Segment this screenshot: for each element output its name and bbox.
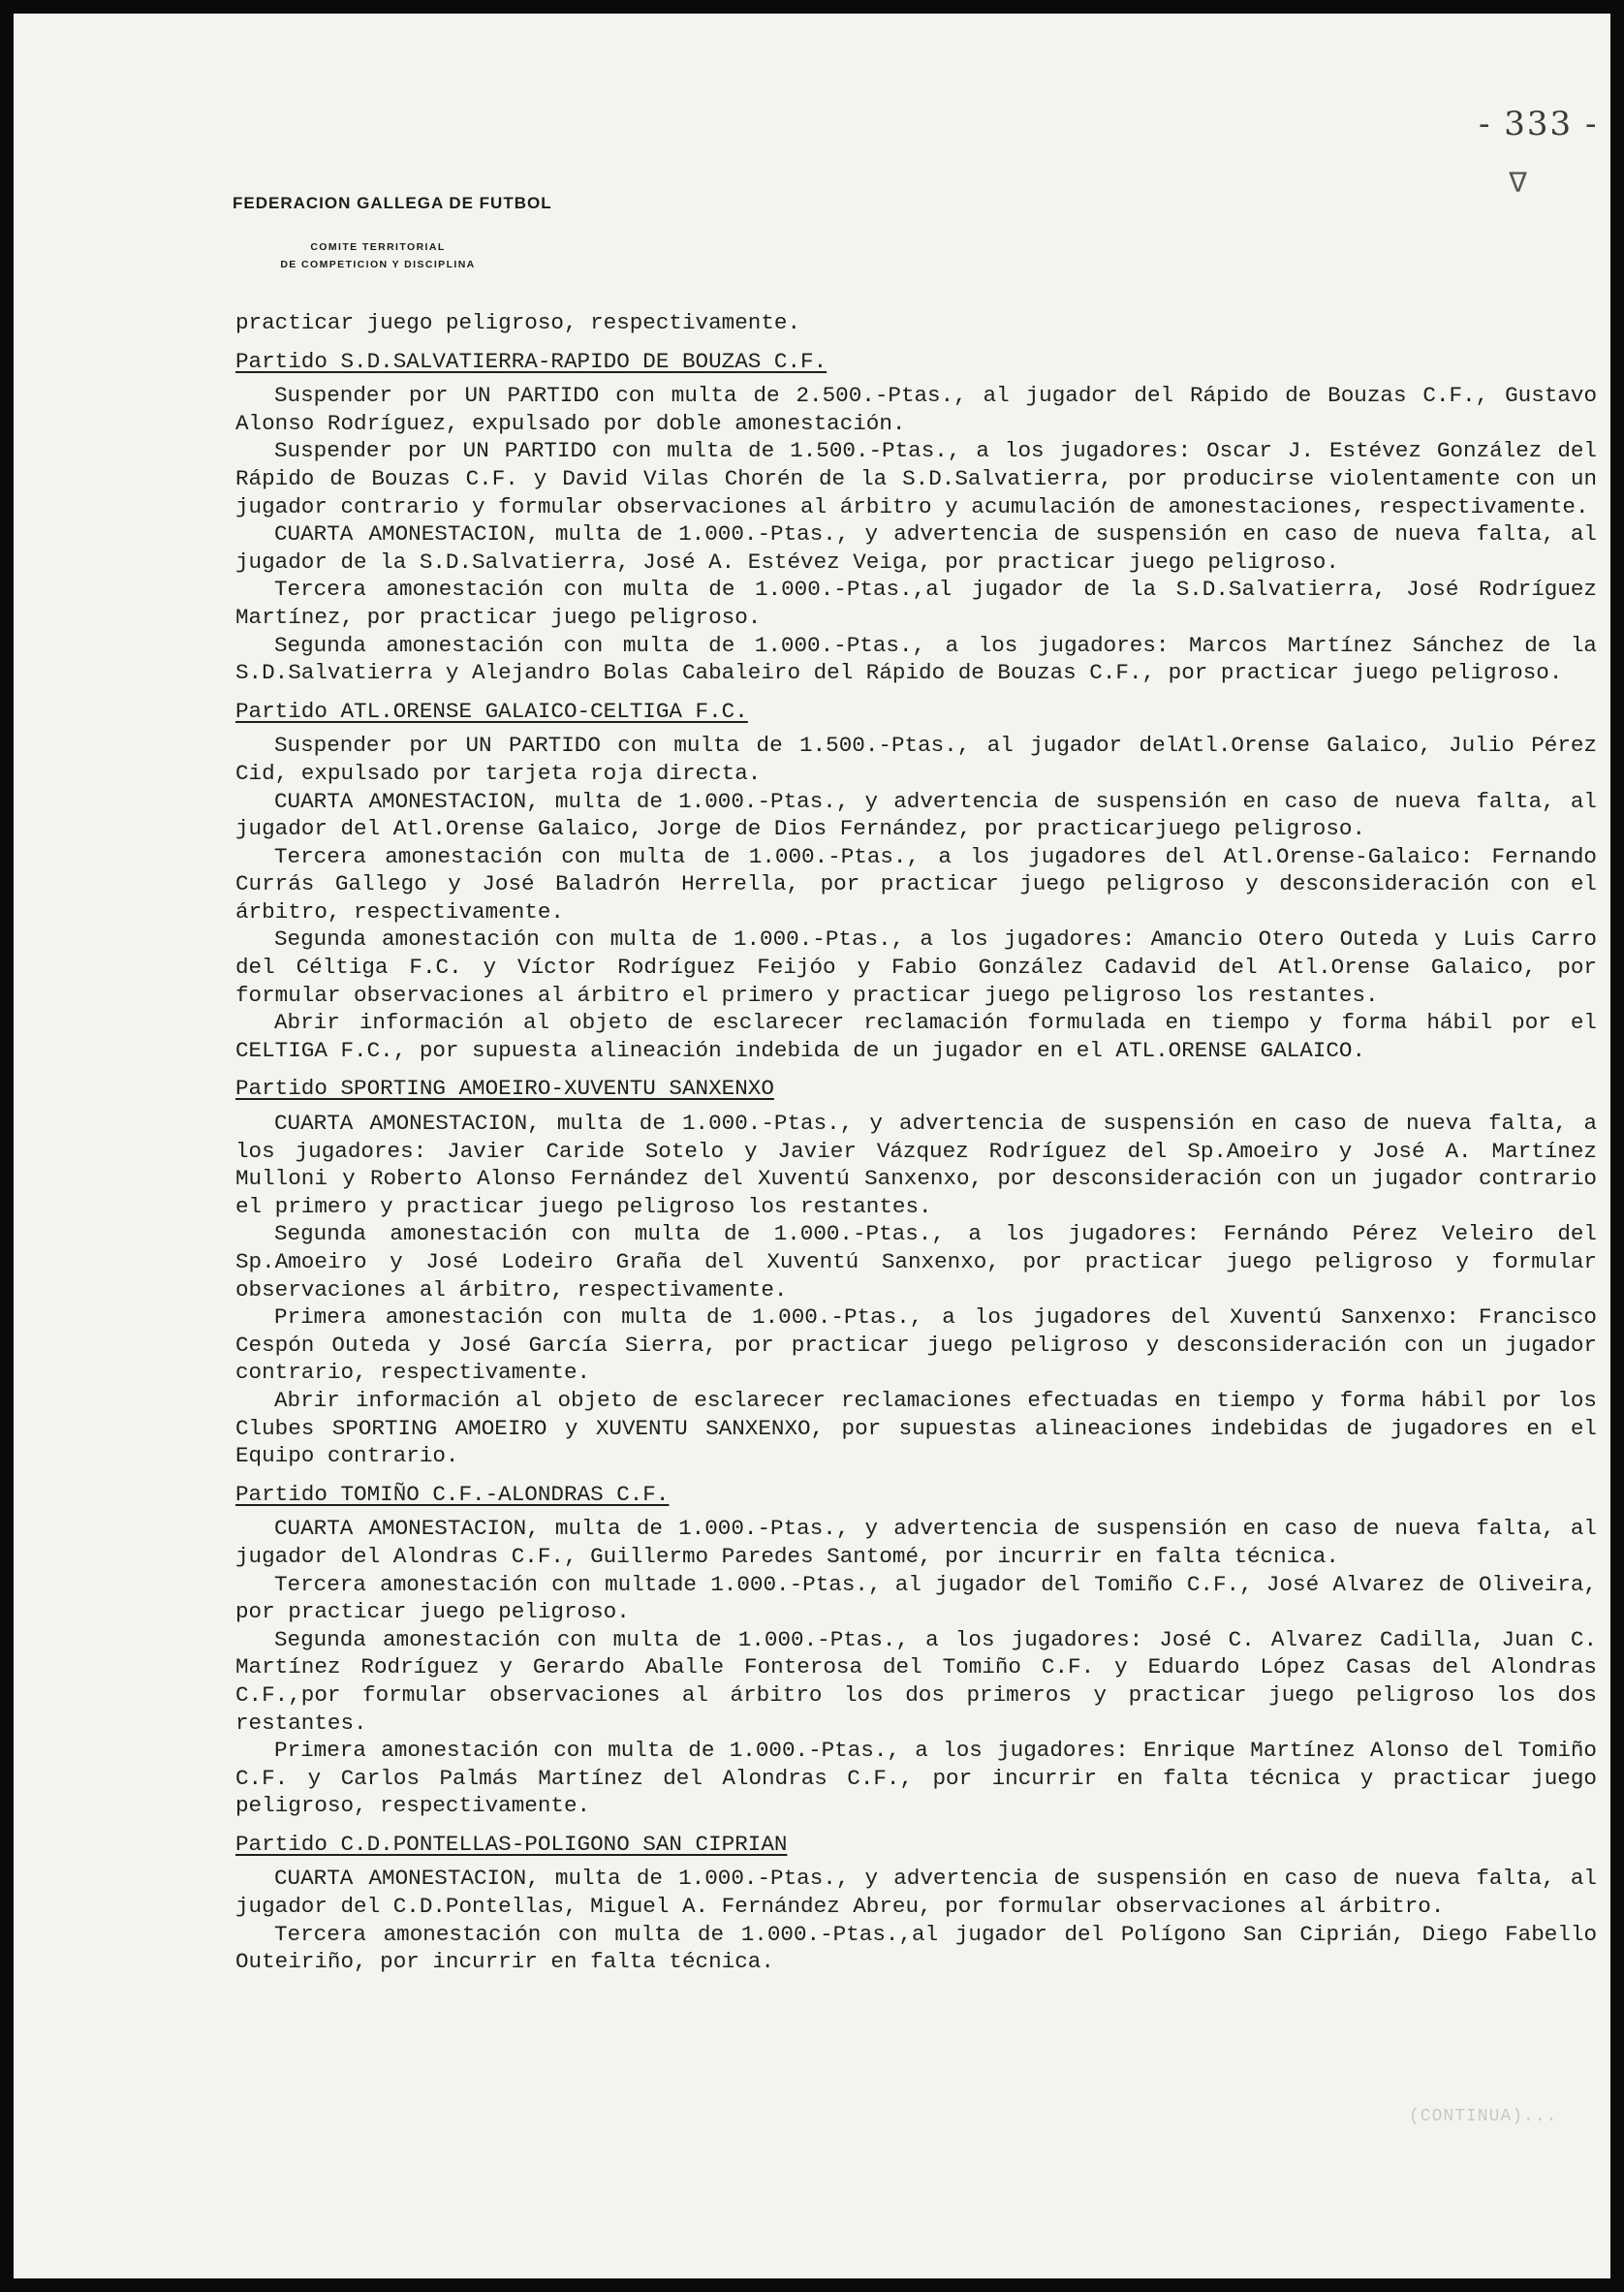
section-title: Partido S.D.SALVATIERRA-RAPIDO DE BOUZAS C.F. — [235, 348, 828, 374]
paragraph: CUARTA AMONESTACION, multa de 1.000.-Ptas., y advertencia de suspensión en caso de nueva falta, al jugador del Atl.Orense Galaico, Jorge de Dios Fernández, por practicarjuego peligroso. — [235, 788, 1597, 842]
paragraph: Tercera amonestación con multa de 1.000.-Ptas.,al jugador de la S.D.Salvatierra, José Rodríguez Martínez, por practicar juego peligroso. — [235, 577, 1597, 630]
letterhead-committee-line1: COMITE TERRITORIAL — [310, 241, 446, 253]
paragraph: CUARTA AMONESTACION, multa de 1.000.-Ptas., y advertencia de suspensión en caso de nueva falta, a los jugadores: Javier Caride Sotelo y Javier Vázquez Rodríguez del Sp.Amoeiro y José A. Martínez Mulloni y Roberto Alonso Fernández del Xuventú Sanxenxo, por desconsideración con un jugador contrario el primero y practicar juego peligroso los restantes. — [235, 1111, 1597, 1219]
paragraph: Segunda amonestación con multa de 1.000.-Ptas., a los jugadores: Fernándo Pérez Veleiro del Sp.Amoeiro y José Lodeiro Graña del Xuventú Sanxenxo, por practicar juego peligroso y formular observaciones al árbitro, respectivamente. — [235, 1221, 1597, 1303]
section-pontellas-ciprian — [235, 1831, 1597, 1976]
section-title: Partido ATL.ORENSE GALAICO-CELTIGA F.C. — [235, 698, 748, 724]
paragraph: CUARTA AMONESTACION, multa de 1.000.-Ptas., y advertencia de suspensión en caso de nueva falta, al jugador del Alondras C.F., Guillermo Paredes Santomé, por incurrir en falta técnica. — [235, 1516, 1597, 1569]
paragraph: CUARTA AMONESTACION, multa de 1.000.-Ptas., y advertencia de suspensión en caso de nueva falta, al jugador de la S.D.Salvatierra, José A. Estévez Veiga, por practicar juego peligroso. — [235, 521, 1597, 575]
paragraph: Abrir información al objeto de esclarecer reclamación formulada en tiempo y forma hábil por el CELTIGA F.C., por supuesta alineación indebida de un jugador en el ATL.ORENSE GALAICO. — [235, 1010, 1597, 1063]
letterhead — [233, 194, 552, 273]
continuation-mark: (CONTINUA)... — [1409, 2107, 1558, 2126]
paragraph: Segunda amonestación con multa de 1.000.-Ptas., a los jugadores: José C. Alvarez Cadilla, Juan C. Martínez Rodríguez y Gerardo Aballe Fonterosa del Tomiño C.F. y Eduardo López Casas del Alondras C.F.,por formular observaciones al árbitro los dos primeros y practicar juego peligroso los dos restantes. — [235, 1626, 1597, 1736]
document-page — [14, 14, 1610, 2278]
paragraph: CUARTA AMONESTACION, multa de 1.000.-Ptas., y advertencia de suspensión en caso de nueva falta, al jugador del C.D.Pontellas, Miguel A. Fernández Abreu, por formular observaciones al árbitro. — [235, 1866, 1597, 1920]
section-title: Partido SPORTING AMOEIRO-XUVENTU SANXENXO — [235, 1076, 774, 1102]
paragraph: Primera amonestación con multa de 1.000.-Ptas., a los jugadores del Xuventú Sanxenxo: Francisco Cespón Outeda y José García Sierra, por practicar juego peligroso y desconsideración con un jugador contrario, respectivamente. — [235, 1304, 1597, 1386]
section-amoeiro-sanxenxo — [235, 1075, 1597, 1469]
paragraph: Tercera amonestación con multade 1.000.-Ptas., al jugador del Tomiño C.F., José Alvarez de Oliveira, por practicar juego peligroso. — [235, 1571, 1597, 1625]
page-number: - 333 - — [1479, 105, 1599, 143]
paragraph: Suspender por UN PARTIDO con multa de 1.500.-Ptas., al jugador delAtl.Orense Galaico, Julio Pérez Cid, expulsado por tarjeta roja directa. — [235, 733, 1597, 786]
section-title: Partido C.D.PONTELLAS-POLIGONO SAN CIPRIAN — [235, 1831, 788, 1857]
paragraph: Tercera amonestación con multa de 1.000.-Ptas.,al jugador del Polígono San Ciprián, Diego Fabello Outeiriño, por incurrir en falta técnica. — [235, 1921, 1597, 1975]
paragraph: Abrir información al objeto de esclarecer reclamaciones efectuadas en tiempo y forma hábil por los Clubes SPORTING AMOEIRO y XUVENTU SANXENXO, por supuestas alineaciones indebidas de jugadores en el Equipo contrario. — [235, 1387, 1597, 1469]
document-body — [235, 309, 1597, 1976]
letterhead-committee-line2: DE COMPETICION Y DISCIPLINA — [280, 259, 476, 270]
paragraph: Segunda amonestación con multa de 1.000.-Ptas., a los jugadores: Marcos Martínez Sánchez de la S.D.Salvatierra y Alejandro Bolas Cabaleiro del Rápido de Bouzas C.F., por practicar juego peligroso. — [235, 632, 1597, 686]
paragraph: Segunda amonestación con multa de 1.000.-Ptas., a los jugadores: Amancio Otero Outeda y Luis Carro del Céltiga F.C. y Víctor Rodríguez Feijóo y Fabio González Cadavid del Atl.Orense Galaico, por formular observaciones al árbitro el primero y practicar juego peligroso los restantes. — [235, 926, 1597, 1008]
section-title: Partido TOMIÑO C.F.-ALONDRAS C.F. — [235, 1481, 670, 1507]
paragraph: Suspender por UN PARTIDO con multa de 2.500.-Ptas., al jugador del Rápido de Bouzas C.F., Gustavo Alonso Rodríguez, expulsado por doble amonestación. — [235, 383, 1597, 436]
section-orense-celtiga — [235, 698, 1597, 1065]
intro-line: practicar juego peligroso, respectivamente. — [235, 310, 801, 335]
corner-mark: ᐁ — [1509, 167, 1528, 199]
paragraph: Suspender por UN PARTIDO con multa de 1.500.-Ptas., a los jugadores: Oscar J. Estévez González del Rápido de Bouzas C.F. y David Vilas Chorén de la S.D.Salvatierra, por producirse violentamente con un jugador contrario y formular observaciones al árbitro y acumulación de amonestaciones, respectivamente. — [235, 438, 1597, 519]
section-tomino-alondras — [235, 1481, 1597, 1820]
paragraph: Primera amonestación con multa de 1.000.-Ptas., a los jugadores: Enrique Martínez Alonso del Tomiño C.F. y Carlos Palmás Martínez del Alondras C.F., por incurrir en falta técnica y practicar juego peligroso, respectivamente. — [235, 1738, 1597, 1819]
paragraph: Tercera amonestación con multa de 1.000.-Ptas., a los jugadores del Atl.Orense-Galaico: Fernando Currás Gallego y José Baladrón Herrella, por practicar juego peligroso y desconsideración con el árbitro, respectivamente. — [235, 843, 1597, 925]
letterhead-committee — [233, 238, 523, 273]
section-salvatierra-bouzas — [235, 348, 1597, 687]
letterhead-organization: FEDERACION GALLEGA DE FUTBOL — [233, 194, 552, 212]
